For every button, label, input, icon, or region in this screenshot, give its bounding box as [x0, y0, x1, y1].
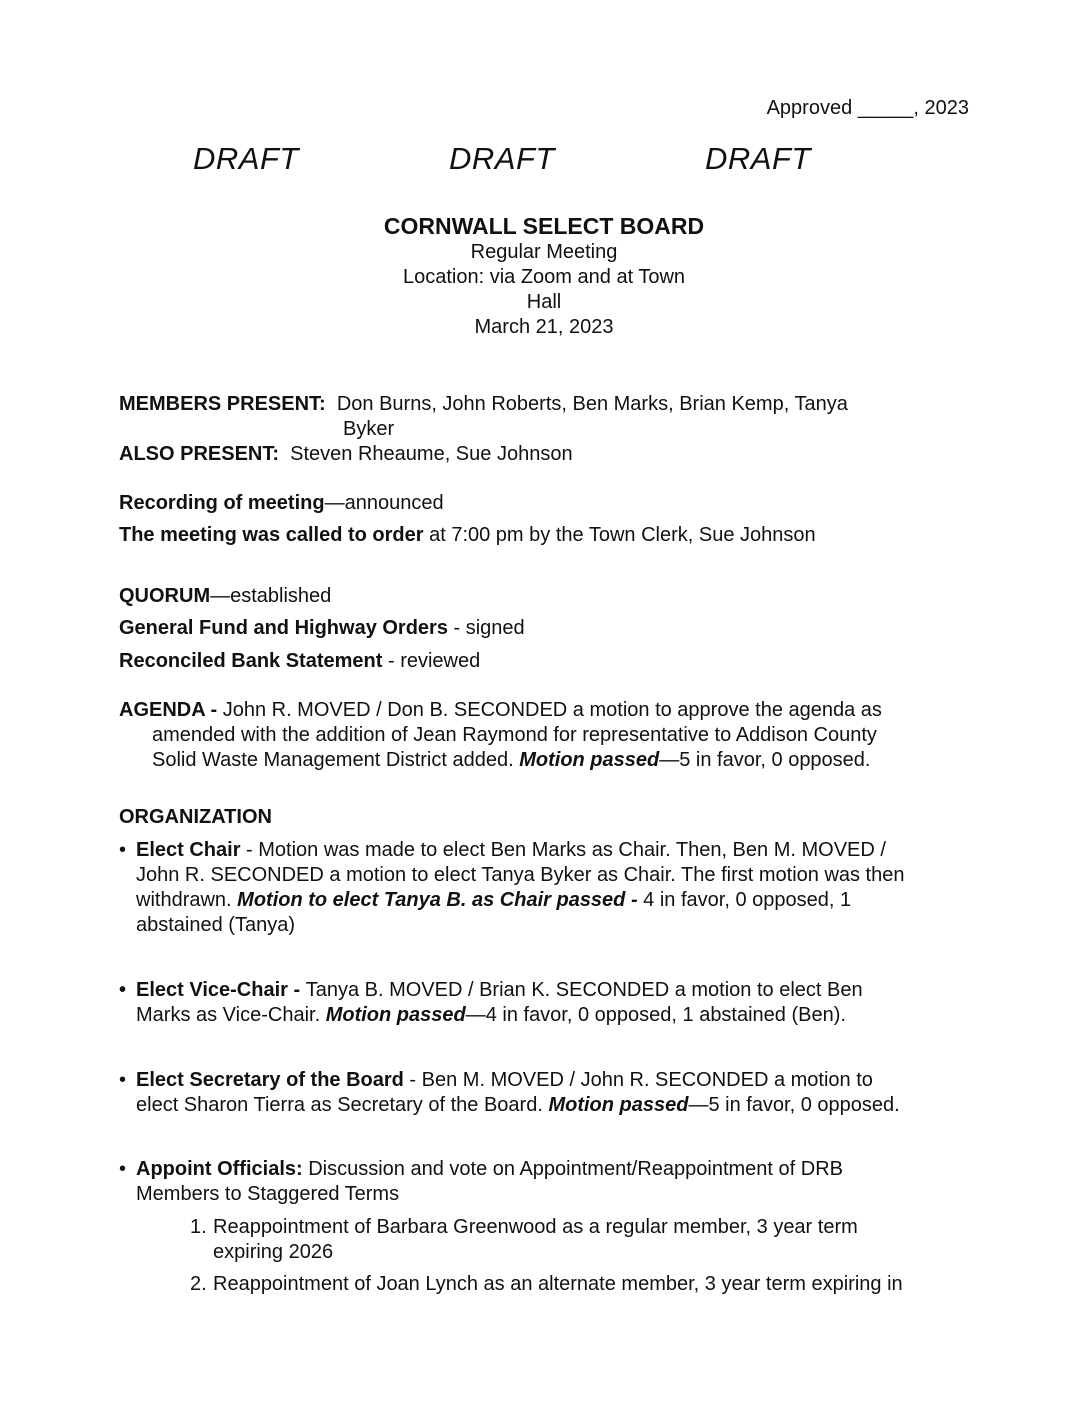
agenda-section [119, 698, 979, 773]
appoint-officials-label: Appoint Officials: [136, 1158, 303, 1180]
agenda-line1: John R. MOVED / Don B. SECONDED a motion to approve the agenda as [222, 699, 882, 721]
draft-mark-2: DRAFT [449, 141, 555, 176]
elect-chair-line2: John R. SECONDED a motion to elect Tanya Byker as Chair. The first motion was then [136, 864, 905, 886]
approved-line: Approved _____, 2023 [766, 97, 969, 119]
members-present-line1: Don Burns, John Roberts, Ben Marks, Brian Kemp, Tanya [336, 393, 848, 415]
elect-vice-chair-item [119, 978, 969, 1028]
orders-value: - signed [447, 617, 525, 639]
agenda-label: AGENDA - [119, 699, 223, 721]
bullet-icon: • [119, 839, 127, 861]
bullet-icon: • [119, 979, 127, 1001]
elect-chair-line4: abstained (Tanya) [136, 914, 295, 936]
recording-line [119, 491, 979, 516]
appointment-item-line2: expiring 2026 [213, 1241, 334, 1263]
appointment-item-number: 1. [190, 1216, 207, 1238]
organization-heading: ORGANIZATION [119, 806, 272, 828]
bank-statement-value: - reviewed [382, 650, 481, 672]
recording-value: —announced [324, 492, 444, 514]
appoint-officials-item [119, 1157, 969, 1207]
meeting-location-line2: Hall [526, 291, 562, 313]
bank-statement-label: Reconciled Bank Statement [119, 650, 383, 672]
draft-mark-3: DRAFT [705, 141, 811, 176]
elect-chair-line3-text: withdrawn. [136, 889, 238, 911]
meeting-date: March 21, 2023 [474, 316, 614, 338]
meeting-location-line1: Location: via Zoom and at Town [402, 266, 686, 288]
elect-secretary-line2-text: elect Sharon Tierra as Secretary of the Board. [136, 1094, 549, 1116]
bullet-icon: • [119, 1069, 127, 1091]
draft-mark-1: DRAFT [193, 141, 299, 176]
meeting-type: Regular Meeting [470, 241, 618, 263]
call-to-order-line [119, 523, 979, 548]
quorum-value: —established [210, 585, 332, 607]
quorum-line [119, 584, 979, 609]
elect-vice-chair-line2 [136, 1003, 969, 1028]
call-to-order-value: at 7:00 pm by the Town Clerk, Sue Johnson [423, 524, 816, 546]
elect-chair-line3 [136, 888, 969, 913]
appointment-item-line1: Reappointment of Joan Lynch as an alternate member, 3 year term expiring in [213, 1273, 903, 1295]
quorum-label: QUORUM [119, 585, 211, 607]
also-present-value: Steven Rheaume, Sue Johnson [290, 443, 573, 465]
elect-secretary-line1: - Ben M. MOVED / John R. SECONDED a motion to [403, 1069, 873, 1091]
members-present-line2: Byker [343, 418, 395, 440]
document-header [0, 212, 1088, 340]
members-present [119, 392, 979, 467]
elect-vice-chair-vote: —4 in favor, 0 opposed, 1 abstained (Ben). [465, 1004, 846, 1026]
agenda-vote: —5 in favor, 0 opposed. [659, 749, 871, 771]
elect-chair-line1: - Motion was made to elect Ben Marks as Chair. Then, Ben M. MOVED / [240, 839, 886, 861]
elect-chair-vote: 4 in favor, 0 opposed, 1 [643, 889, 852, 911]
elect-secretary-line2 [136, 1093, 969, 1118]
recording-label: Recording of meeting [119, 492, 325, 514]
elect-secretary-item [119, 1068, 969, 1118]
appointment-item-line1: Reappointment of Barbara Greenwood as a regular member, 3 year term [213, 1216, 858, 1238]
appointment-item-1 [190, 1215, 970, 1265]
elect-secretary-vote: —5 in favor, 0 opposed. [688, 1094, 900, 1116]
agenda-line3-text: Solid Waste Management District added. [152, 749, 520, 771]
elect-vice-chair-motion: Motion passed [325, 1004, 466, 1026]
elect-chair-label: Elect Chair [136, 839, 241, 861]
appointment-item-number: 2. [190, 1273, 207, 1295]
elect-chair-item [119, 838, 969, 938]
elect-chair-motion: Motion to elect Tanya B. as Chair passed - [237, 889, 644, 911]
also-present [119, 442, 979, 467]
elect-vice-chair-label: Elect Vice-Chair - [136, 979, 306, 1001]
elect-secretary-motion: Motion passed [548, 1094, 689, 1116]
elect-secretary-label: Elect Secretary of the Board [136, 1069, 404, 1091]
also-present-label: ALSO PRESENT: [119, 443, 280, 465]
appointment-item-2 [190, 1272, 970, 1297]
orders-label: General Fund and Highway Orders [119, 617, 448, 639]
call-to-order-label: The meeting was called to order [119, 524, 424, 546]
appoint-officials-line2: Members to Staggered Terms [136, 1183, 400, 1205]
agenda-motion-passed: Motion passed [519, 749, 660, 771]
bank-statement-line [119, 649, 979, 674]
elect-vice-chair-line2-text: Marks as Vice-Chair. [136, 1004, 326, 1026]
document-title: CORNWALL SELECT BOARD [383, 213, 705, 239]
bullet-icon: • [119, 1158, 127, 1180]
elect-vice-chair-line1: Tanya B. MOVED / Brian K. SECONDED a motion to elect Ben [305, 979, 863, 1001]
orders-line [119, 616, 979, 641]
appoint-officials-line1: Discussion and vote on Appointment/Reappointment of DRB [302, 1158, 843, 1180]
agenda-line2: amended with the addition of Jean Raymond for representative to Addison County [152, 724, 877, 746]
agenda-line3 [119, 748, 979, 773]
members-present-label: MEMBERS PRESENT: [119, 393, 326, 415]
